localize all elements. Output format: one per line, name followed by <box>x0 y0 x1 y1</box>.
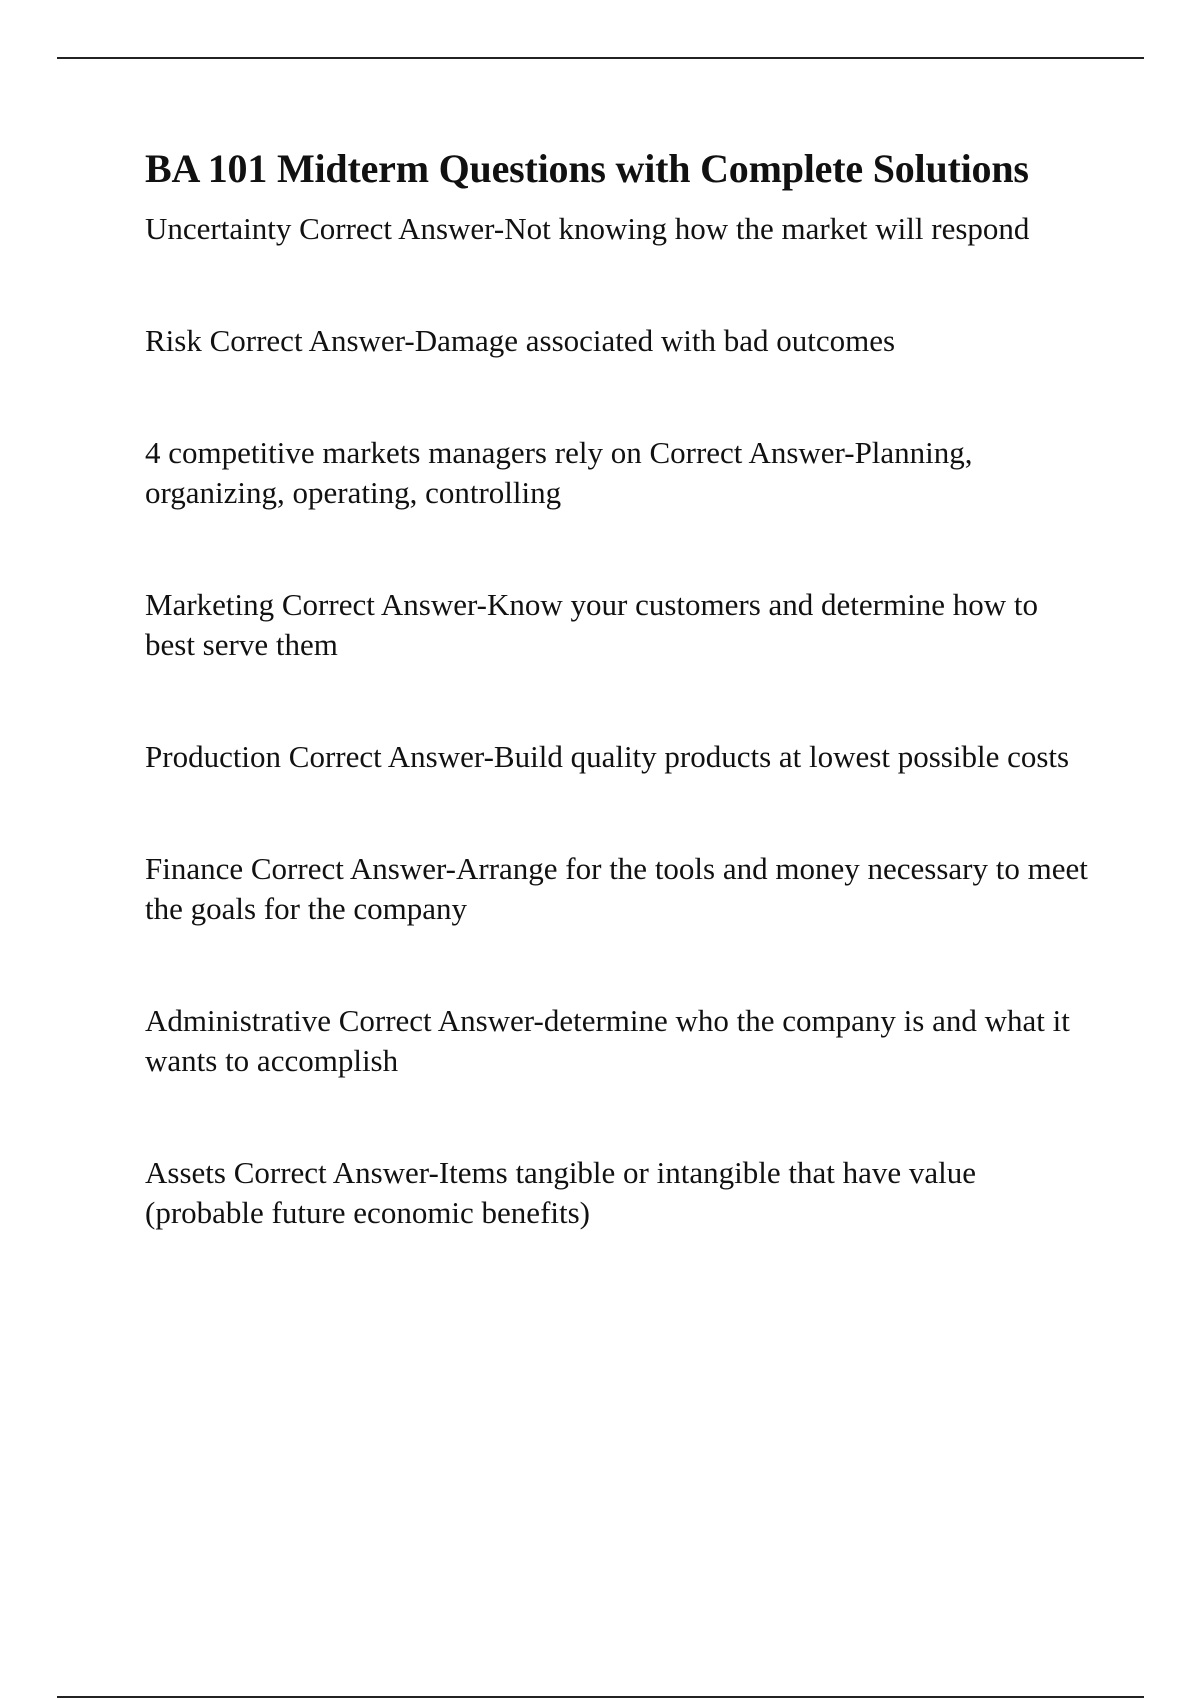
footer-rule <box>57 1696 1144 1698</box>
qa-item-assets: Assets Correct Answer-Items tangible or intangible that have value (probable future economic benefits) <box>145 1155 976 1230</box>
qa-item-production: Production Correct Answer-Build quality products at lowest possible costs <box>145 739 1070 774</box>
qa-item-uncertainty: Uncertainty Correct Answer-Not knowing how the market will respond <box>145 211 1030 246</box>
document-title: BA 101 Midterm Questions with Complete Solutions <box>145 146 1029 191</box>
header-rule <box>57 57 1144 59</box>
qa-item-administrative: Administrative Correct Answer-determine who the company is and what it wants to accomplish <box>145 1003 1070 1078</box>
qa-item-risk: Risk Correct Answer-Damage associated with bad outcomes <box>145 323 896 358</box>
qa-list <box>145 209 1095 1233</box>
qa-item-competitive-markets: 4 competitive markets managers rely on Correct Answer-Planning, organizing, operating, controlling <box>145 435 973 510</box>
qa-item-finance: Finance Correct Answer-Arrange for the tools and money necessary to meet the goals for the company <box>145 851 1088 926</box>
qa-item-marketing: Marketing Correct Answer-Know your customers and determine how to best serve them <box>145 587 1038 662</box>
document-body <box>145 141 1095 1233</box>
